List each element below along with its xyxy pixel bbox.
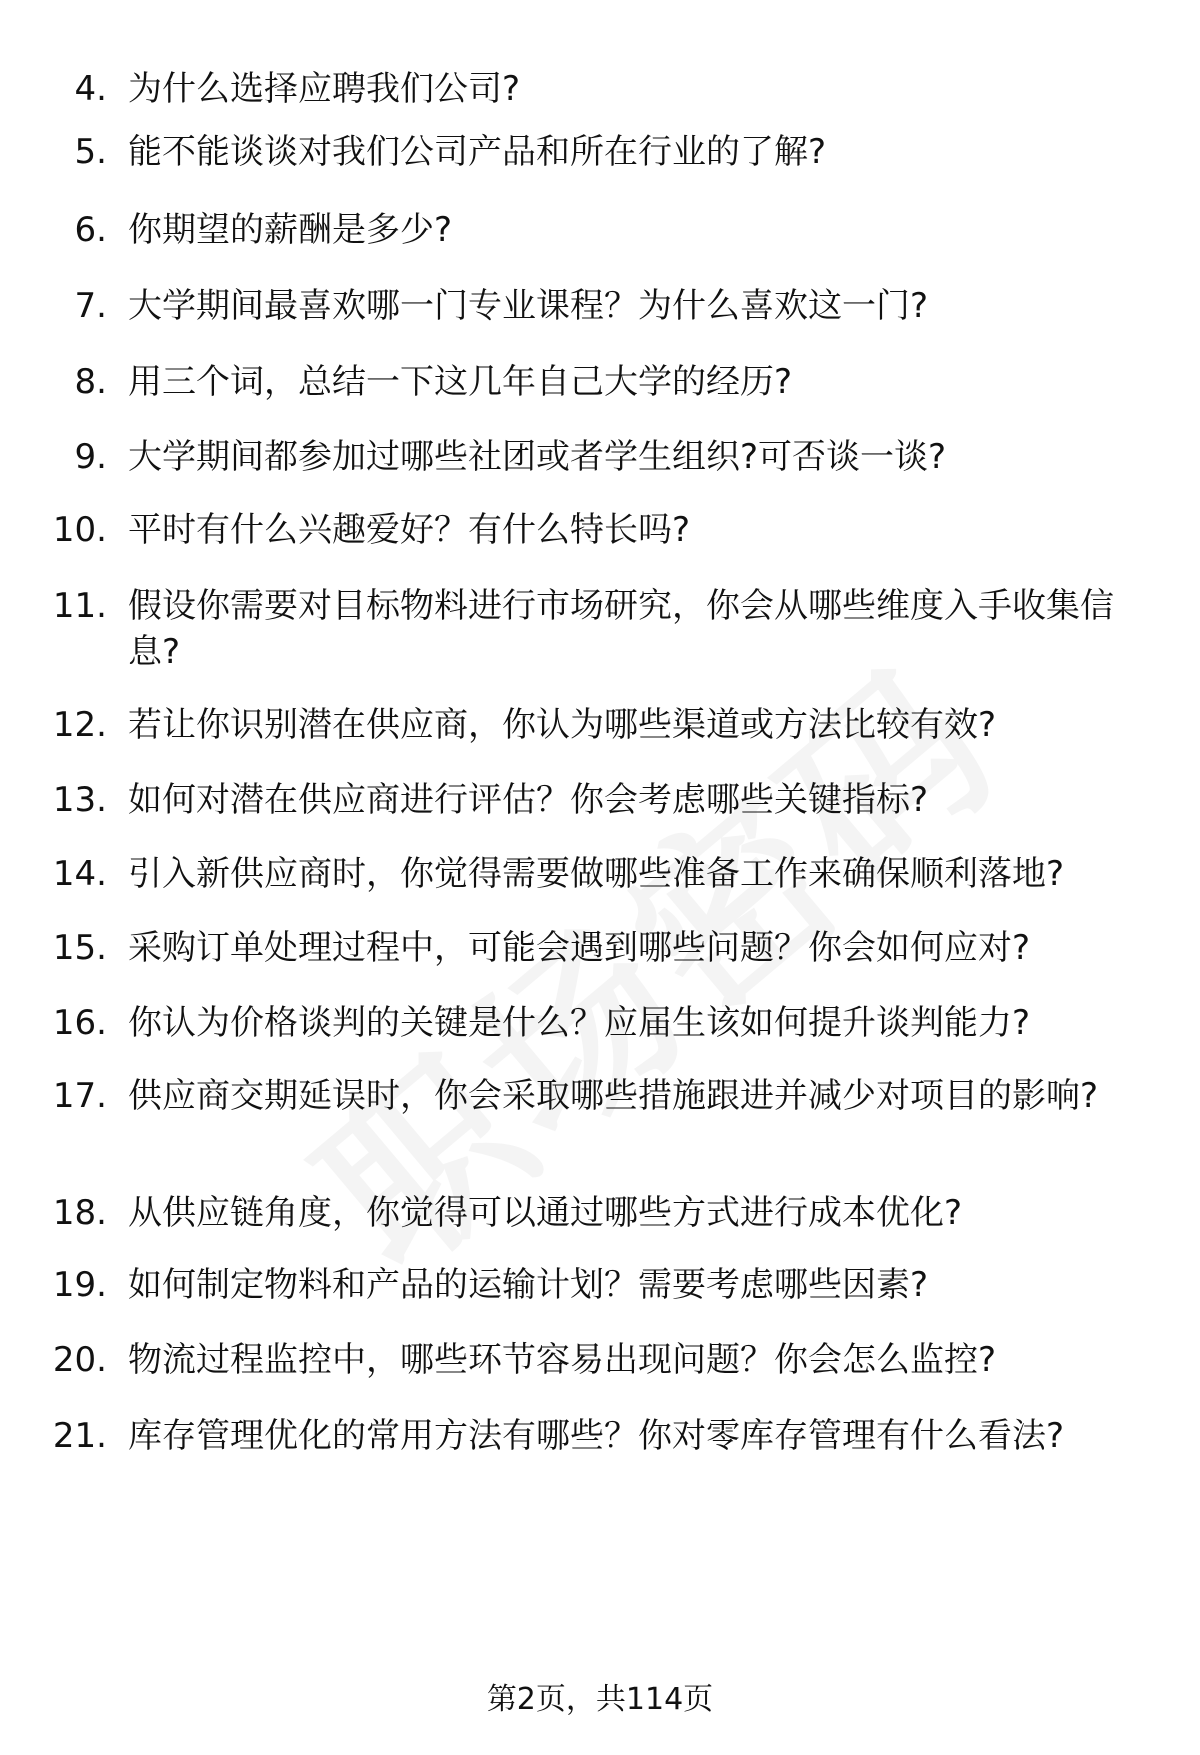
question-text: 引入新供应商时，你觉得需要做哪些准备工作来确保顺利落地?: [128, 854, 1065, 894]
question-text: 能不能谈谈对我们公司产品和所在行业的了解?: [128, 132, 827, 172]
question-number: 4.: [74, 69, 107, 109]
question-number: 14.: [52, 854, 107, 894]
question-text: 大学期间都参加过哪些社团或者学生组织?可否谈一谈?: [128, 437, 947, 477]
question-text: 平时有什么兴趣爱好？有什么特长吗?: [128, 510, 691, 550]
question-number: 16.: [52, 1003, 107, 1043]
question-number: 11.: [52, 586, 107, 626]
question-text: 如何对潜在供应商进行评估？你会考虑哪些关键指标?: [128, 780, 929, 820]
question-number: 12.: [52, 705, 107, 745]
question-text: 库存管理优化的常用方法有哪些？你对零库存管理有什么看法?: [128, 1416, 1065, 1456]
question-text: 采购订单处理过程中，可能会遇到哪些问题？你会如何应对?: [128, 928, 1031, 968]
question-number: 6.: [74, 210, 107, 250]
question-number: 10.: [52, 510, 107, 550]
question-number: 20.: [52, 1340, 107, 1380]
question-number: 7.: [74, 286, 107, 326]
question-text: 你认为价格谈判的关键是什么？应届生该如何提升谈判能力?: [128, 1003, 1031, 1043]
question-text: 大学期间最喜欢哪一门专业课程？为什么喜欢这一门?: [128, 286, 929, 326]
question-number: 18.: [52, 1193, 107, 1233]
question-text: 物流过程监控中，哪些环节容易出现问题？你会怎么监控?: [128, 1340, 997, 1380]
question-text: 假设你需要对目标物料进行市场研究，你会从哪些维度入手收集信息?: [128, 586, 1114, 672]
question-text: 从供应链角度，你觉得可以通过哪些方式进行成本优化?: [128, 1193, 963, 1233]
question-text: 如何制定物料和产品的运输计划？需要考虑哪些因素?: [128, 1265, 929, 1305]
question-number: 5.: [74, 132, 107, 172]
question-number: 15.: [52, 928, 107, 968]
question-text: 为什么选择应聘我们公司?: [128, 69, 521, 109]
question-number: 17.: [52, 1076, 107, 1116]
question-text: 供应商交期延误时，你会采取哪些措施跟进并减少对项目的影响?: [128, 1076, 1099, 1116]
question-text: 你期望的薪酬是多少?: [128, 210, 453, 250]
question-number: 19.: [52, 1265, 107, 1305]
question-text: 若让你识别潜在供应商，你认为哪些渠道或方法比较有效?: [128, 705, 997, 745]
question-number: 21.: [52, 1416, 107, 1456]
question-number: 13.: [52, 780, 107, 820]
page-footer: 第2页，共114页: [486, 1682, 714, 1717]
question-number: 9.: [74, 437, 107, 477]
question-number: 8.: [74, 362, 107, 402]
question-text: 用三个词，总结一下这几年自己大学的经历?: [128, 362, 793, 402]
